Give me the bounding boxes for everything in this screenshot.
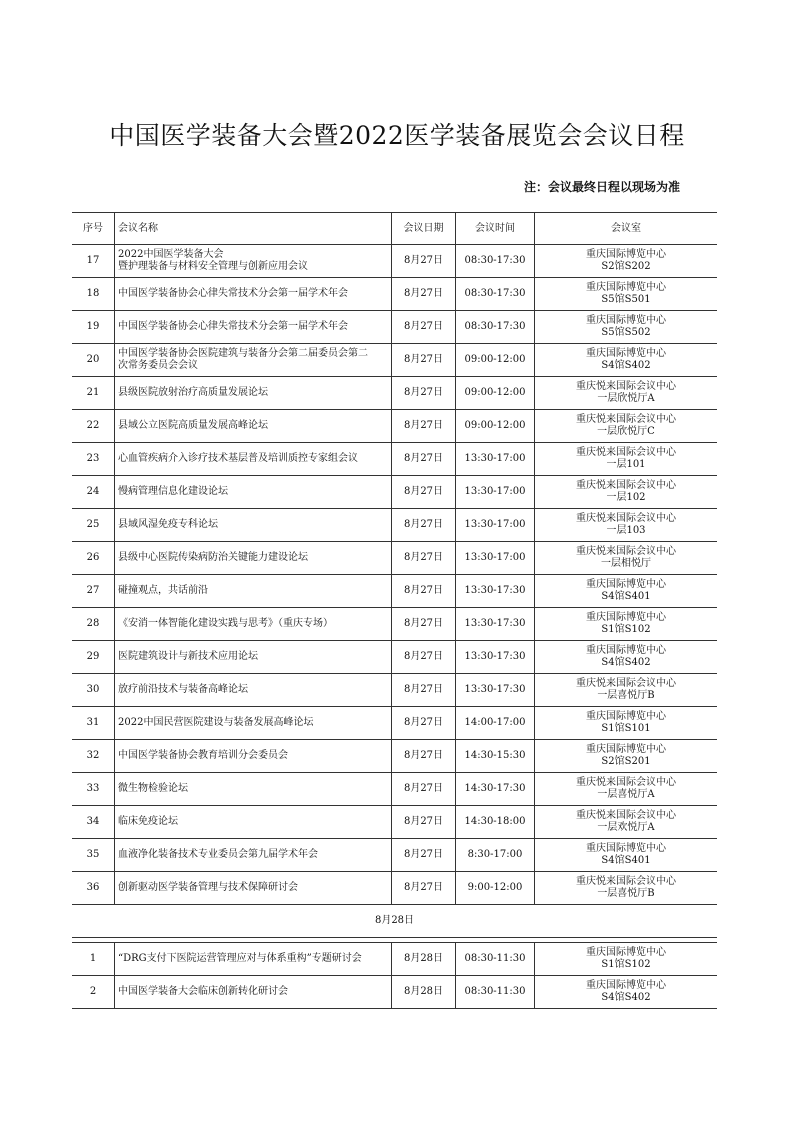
- meeting-room-line: 重庆国际博览中心: [586, 947, 666, 958]
- table-row: [72, 872, 717, 905]
- table-row: [72, 443, 717, 476]
- meeting-date: 8月27日: [392, 641, 456, 674]
- table-row: [72, 740, 717, 773]
- meeting-name-line: 医院建筑设计与新技术应用论坛: [118, 651, 258, 662]
- meeting-room-line: S5馆S501: [601, 294, 651, 305]
- meeting-name: [115, 542, 392, 575]
- table-row: [72, 509, 717, 542]
- meeting-date: 8月27日: [392, 443, 456, 476]
- meeting-room-line: 重庆悦来国际会议中心: [576, 414, 676, 425]
- meeting-time: 14:30-15:30: [456, 740, 535, 773]
- header-room: 会议室: [535, 213, 718, 245]
- meeting-room-line: 一层欣悦厅C: [597, 426, 655, 437]
- meeting-name-line: 心血管疾病介入诊疗技术基层普及培训质控专家组会议: [118, 453, 358, 464]
- meeting-time: 08:30-11:30: [456, 976, 535, 1009]
- meeting-name: [115, 245, 392, 278]
- meeting-name: [115, 575, 392, 608]
- meeting-name: [115, 344, 392, 377]
- meeting-room-line: 一层欣悦厅A: [597, 393, 655, 404]
- meeting-room-line: 一层喜悦厅B: [597, 888, 655, 899]
- meeting-room-line: S4馆S401: [601, 855, 651, 866]
- meeting-room: [535, 707, 718, 740]
- meeting-name-line: 县域风湿免疫专科论坛: [118, 519, 218, 530]
- meeting-name-line: 2022中国医学装备大会: [118, 249, 224, 260]
- meeting-name-line: 中国医学装备协会心律失常技术分会第一届学术年会: [118, 288, 348, 299]
- meeting-date: 8月27日: [392, 839, 456, 872]
- row-number: 27: [72, 575, 115, 608]
- meeting-room-line: S4馆S401: [601, 591, 651, 602]
- meeting-room: [535, 608, 718, 641]
- meeting-time: 08:30-17:30: [456, 245, 535, 278]
- meeting-room-line: 重庆悦来国际会议中心: [576, 876, 676, 887]
- row-number: 35: [72, 839, 115, 872]
- table-row: [72, 976, 717, 1009]
- row-number: 32: [72, 740, 115, 773]
- page-title: 中国医学装备大会暨2022医学装备展览会会议日程: [109, 121, 685, 150]
- meeting-room-line: S2馆S202: [601, 261, 651, 272]
- meeting-time: 09:00-12:00: [456, 410, 535, 443]
- table-row: [72, 608, 717, 641]
- meeting-name-line: 临床免疫论坛: [118, 816, 178, 827]
- meeting-date: 8月27日: [392, 344, 456, 377]
- meeting-date: 8月27日: [392, 542, 456, 575]
- meeting-room-line: 重庆国际博览中心: [586, 612, 666, 623]
- meeting-room-line: 重庆国际博览中心: [586, 579, 666, 590]
- meeting-date: 8月27日: [392, 608, 456, 641]
- meeting-date: 8月28日: [392, 943, 456, 976]
- meeting-room: [535, 542, 718, 575]
- meeting-room-line: S4馆S402: [601, 992, 651, 1003]
- header-no: 序号: [72, 213, 115, 245]
- meeting-time: 9:00-12:00: [456, 872, 535, 905]
- meeting-date: 8月27日: [392, 311, 456, 344]
- table-row: [72, 245, 717, 278]
- meeting-time: 08:30-17:30: [456, 278, 535, 311]
- meeting-room: [535, 943, 718, 976]
- meeting-time: 13:30-17:30: [456, 608, 535, 641]
- row-number: 25: [72, 509, 115, 542]
- meeting-date: 8月27日: [392, 476, 456, 509]
- row-number: 22: [72, 410, 115, 443]
- meeting-room-line: 重庆悦来国际会议中心: [576, 381, 676, 392]
- meeting-room-line: S1馆S102: [601, 624, 651, 635]
- meeting-name-line: 县域公立医院高质量发展高峰论坛: [118, 420, 268, 431]
- section-label: 8月28日: [72, 905, 717, 938]
- meeting-room-line: S4馆S402: [601, 657, 651, 668]
- meeting-room-line: 重庆国际博览中心: [586, 282, 666, 293]
- meeting-name-line: 血液净化装备技术专业委员会第九届学术年会: [118, 849, 318, 860]
- meeting-room: [535, 976, 718, 1009]
- meeting-time: 13:30-17:00: [456, 443, 535, 476]
- meeting-room-line: S1馆S101: [601, 723, 651, 734]
- meeting-room: [535, 575, 718, 608]
- meeting-name: [115, 278, 392, 311]
- meeting-room: [535, 410, 718, 443]
- meeting-name-line: 中国医学装备大会临床创新转化研讨会: [118, 986, 288, 997]
- meeting-room-line: 一层相悦厅: [601, 558, 651, 569]
- meeting-time: 14:30-17:30: [456, 773, 535, 806]
- schedule-table: [72, 212, 717, 1009]
- meeting-room: [535, 641, 718, 674]
- header-time: 会议时间: [456, 213, 535, 245]
- meeting-time: 13:30-17:30: [456, 641, 535, 674]
- row-number: 33: [72, 773, 115, 806]
- meeting-room: [535, 377, 718, 410]
- meeting-room-line: 重庆国际博览中心: [586, 645, 666, 656]
- meeting-room-line: 重庆国际博览中心: [586, 980, 666, 991]
- meeting-room-line: 一层103: [606, 525, 646, 536]
- table-row: [72, 773, 717, 806]
- meeting-room-line: S5馆S502: [601, 327, 651, 338]
- meeting-date: 8月28日: [392, 976, 456, 1009]
- meeting-time: 8:30-17:00: [456, 839, 535, 872]
- meeting-room-line: 重庆悦来国际会议中心: [576, 777, 676, 788]
- meeting-room-line: 一层101: [606, 459, 646, 470]
- meeting-name: [115, 806, 392, 839]
- row-number: 36: [72, 872, 115, 905]
- meeting-name-line: 中国医学装备协会教育培训分会委员会: [118, 750, 288, 761]
- meeting-time: 13:30-17:00: [456, 476, 535, 509]
- row-number: 23: [72, 443, 115, 476]
- meeting-name: [115, 674, 392, 707]
- meeting-name: [115, 943, 392, 976]
- meeting-room-line: 一层欢悦厅A: [597, 822, 655, 833]
- table-row: [72, 674, 717, 707]
- meeting-date: 8月27日: [392, 740, 456, 773]
- meeting-date: 8月27日: [392, 806, 456, 839]
- meeting-name-line: 次常务委员会会议: [118, 360, 198, 371]
- meeting-name-line: 县级医院放射治疗高质量发展论坛: [118, 387, 268, 398]
- meeting-room: [535, 806, 718, 839]
- meeting-date: 8月27日: [392, 773, 456, 806]
- table-row: [72, 344, 717, 377]
- meeting-time: 13:30-17:30: [456, 575, 535, 608]
- meeting-room-line: 重庆国际博览中心: [586, 348, 666, 359]
- row-number: 29: [72, 641, 115, 674]
- row-number: 18: [72, 278, 115, 311]
- meeting-room-line: S1馆S102: [601, 959, 651, 970]
- meeting-name: [115, 311, 392, 344]
- table-row: [72, 707, 717, 740]
- table-row: [72, 806, 717, 839]
- meeting-room-line: 重庆国际博览中心: [586, 711, 666, 722]
- meeting-name: [115, 608, 392, 641]
- meeting-date: 8月27日: [392, 707, 456, 740]
- meeting-room-line: 重庆国际博览中心: [586, 843, 666, 854]
- table-row: [72, 575, 717, 608]
- schedule-note: 注：会议最终日程以现场为准: [523, 180, 680, 194]
- meeting-room-line: S4馆S402: [601, 360, 651, 371]
- meeting-name: [115, 641, 392, 674]
- meeting-name: [115, 707, 392, 740]
- meeting-room-line: 重庆国际博览中心: [586, 315, 666, 326]
- meeting-room-line: 重庆国际博览中心: [586, 744, 666, 755]
- meeting-room: [535, 509, 718, 542]
- meeting-name-line: 微生物检验论坛: [118, 783, 188, 794]
- meeting-room-line: 重庆国际博览中心: [586, 249, 666, 260]
- meeting-name: [115, 443, 392, 476]
- meeting-name: [115, 773, 392, 806]
- section-row: [72, 905, 717, 938]
- schedule-body-aug28: [72, 943, 717, 1009]
- meeting-time: 13:30-17:30: [456, 674, 535, 707]
- row-number: 2: [72, 976, 115, 1009]
- meeting-room-line: 重庆悦来国际会议中心: [576, 810, 676, 821]
- table-row: [72, 311, 717, 344]
- meeting-room: [535, 872, 718, 905]
- meeting-name-line: 创新驱动医学装备管理与技术保障研讨会: [118, 882, 298, 893]
- meeting-name-line: 《安消一体智能化建设实践与思考》（重庆专场）: [118, 618, 333, 629]
- meeting-name-line: 2022中国民营医院建设与装备发展高峰论坛: [118, 717, 314, 728]
- section-aug28: [72, 905, 717, 943]
- table-header-row: [72, 213, 717, 245]
- meeting-time: 14:00-17:00: [456, 707, 535, 740]
- meeting-name: [115, 740, 392, 773]
- meeting-name-line: 碰撞观点，共话前沿: [118, 585, 208, 596]
- meeting-room-line: 一层102: [606, 492, 646, 503]
- meeting-date: 8月27日: [392, 509, 456, 542]
- table-row: [72, 410, 717, 443]
- row-number: 30: [72, 674, 115, 707]
- meeting-name: [115, 410, 392, 443]
- meeting-name: [115, 976, 392, 1009]
- meeting-name-line: 中国医学装备协会心律失常技术分会第一届学术年会: [118, 321, 348, 332]
- row-number: 31: [72, 707, 115, 740]
- row-number: 21: [72, 377, 115, 410]
- meeting-date: 8月27日: [392, 278, 456, 311]
- meeting-room-line: 一层喜悦厅A: [597, 789, 655, 800]
- meeting-room: [535, 674, 718, 707]
- meeting-name: [115, 476, 392, 509]
- meeting-room: [535, 773, 718, 806]
- meeting-time: 08:30-17:30: [456, 311, 535, 344]
- meeting-room-line: 重庆悦来国际会议中心: [576, 480, 676, 491]
- row-number: 19: [72, 311, 115, 344]
- meeting-name: [115, 872, 392, 905]
- meeting-room: [535, 344, 718, 377]
- schedule-body-aug27: [72, 245, 717, 905]
- meeting-name: [115, 509, 392, 542]
- meeting-room-line: 一层喜悦厅B: [597, 690, 655, 701]
- meeting-time: 13:30-17:00: [456, 542, 535, 575]
- row-number: 20: [72, 344, 115, 377]
- meeting-room: [535, 311, 718, 344]
- meeting-name-line: 慢病管理信息化建设论坛: [118, 486, 228, 497]
- meeting-name-line: 县级中心医院传染病防治关键能力建设论坛: [118, 552, 308, 563]
- table-row: [72, 377, 717, 410]
- meeting-room-line: S2馆S201: [601, 756, 651, 767]
- row-number: 26: [72, 542, 115, 575]
- table-row: [72, 839, 717, 872]
- meeting-room-line: 重庆悦来国际会议中心: [576, 513, 676, 524]
- meeting-name-line: “DRG支付下医院运营管理应对与体系重构”专题研讨会: [118, 953, 362, 964]
- meeting-date: 8月27日: [392, 410, 456, 443]
- meeting-name: [115, 839, 392, 872]
- header-date: 会议日期: [392, 213, 456, 245]
- header-name: 会议名称: [115, 213, 392, 245]
- meeting-date: 8月27日: [392, 872, 456, 905]
- row-number: 17: [72, 245, 115, 278]
- meeting-room: [535, 740, 718, 773]
- meeting-name: [115, 377, 392, 410]
- meeting-time: 13:30-17:00: [456, 509, 535, 542]
- meeting-time: 09:00-12:00: [456, 344, 535, 377]
- meeting-room: [535, 839, 718, 872]
- meeting-date: 8月27日: [392, 245, 456, 278]
- table-row: [72, 476, 717, 509]
- meeting-date: 8月27日: [392, 575, 456, 608]
- meeting-room-line: 重庆悦来国际会议中心: [576, 447, 676, 458]
- meeting-time: 09:00-12:00: [456, 377, 535, 410]
- meeting-room: [535, 278, 718, 311]
- row-number: 28: [72, 608, 115, 641]
- table-row: [72, 278, 717, 311]
- meeting-time: 08:30-11:30: [456, 943, 535, 976]
- row-number: 24: [72, 476, 115, 509]
- meeting-name-line: 中国医学装备协会医院建筑与装备分会第二届委员会第二: [118, 348, 368, 359]
- row-number: 1: [72, 943, 115, 976]
- meeting-room-line: 重庆悦来国际会议中心: [576, 546, 676, 557]
- meeting-room: [535, 476, 718, 509]
- table-row: [72, 943, 717, 976]
- meeting-room-line: 重庆悦来国际会议中心: [576, 678, 676, 689]
- meeting-date: 8月27日: [392, 377, 456, 410]
- table-row: [72, 542, 717, 575]
- meeting-date: 8月27日: [392, 674, 456, 707]
- meeting-room: [535, 443, 718, 476]
- meeting-room: [535, 245, 718, 278]
- meeting-name-line: 放疗前沿技术与装备高峰论坛: [118, 684, 248, 695]
- row-number: 34: [72, 806, 115, 839]
- meeting-name-line: 暨护理装备与材料安全管理与创新应用会议: [118, 261, 308, 272]
- meeting-time: 14:30-18:00: [456, 806, 535, 839]
- table-row: [72, 641, 717, 674]
